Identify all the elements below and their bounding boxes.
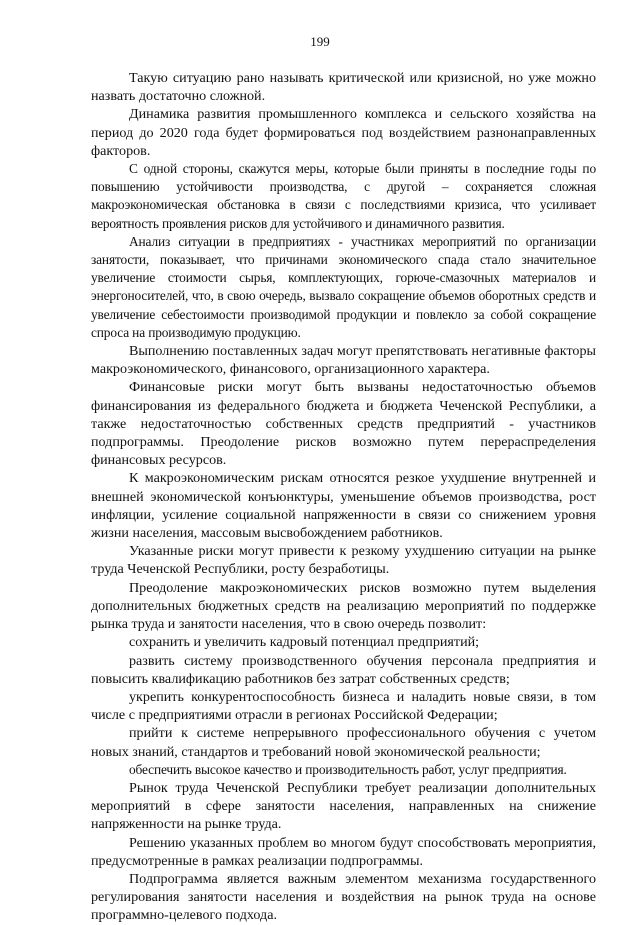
paragraph: Подпрограмма является важным элементом механизма государственного регулирования занятости населения и воздействия на рынок труда на основе программно-целевого подхода.: [91, 870, 596, 924]
paragraph: К макроэкономическим рискам относятся резкое ухудшение внутренней и внешней экономической конъюнктуры, уменьшение объемов производства, рост инфляции, усиление социальной напряженности в связи со снижением уровня жизни населения, массовым высвобождением работников.: [91, 470, 596, 542]
list-item: укрепить конкурентоспособность бизнеса и наладить новые связи, в том числе с предприятиями отрасли в регионах Российской Федерации;: [91, 688, 596, 724]
paragraph: Выполнению поставленных задач могут препятствовать негативные факторы макроэкономического, финансового, организационного характера.: [91, 343, 596, 378]
list-item: обеспечить высокое качество и производительность работ, услуг предприятия.: [129, 761, 567, 777]
paragraph: Указанные риски могут привести к резкому ухудшению ситуации на рынке труда Чеченской Республики, росту безработицы.: [91, 543, 596, 578]
list-item: развить систему производственного обучения персонала предприятия и повысить квалификацию работников без затрат собственных средств;: [91, 652, 596, 687]
paragraph: Анализ ситуации в предприятиях - участниках мероприятий по организации занятости, показывает, что причинами экономического спада стало значительное увеличение стоимости сырья, комплектующих, горюче-смазочных материалов и энергоносителей, что, в свою очередь, вызвало сокращение объемов оборотных средств и увеличение себестоимости производимой продукции и повлекло за собой сокращение спроса на производимую продукцию.: [91, 233, 596, 340]
paragraph: Динамика развития промышленного комплекса и сельского хозяйства на период до 2020 года будет формироваться под воздействием разнонаправленных факторов.: [91, 106, 596, 159]
list-item: сохранить и увеличить кадровый потенциал предприятий;: [129, 634, 480, 651]
paragraph: С одной стороны, скажутся меры, которые были приняты в последние годы по повышению устойчивости производства, с другой – сохраняется сложная макроэкономическая обстановка в связи с последствиями кризиса, что усиливает вероятность проявления рисков для устойчивого и динамичного развития.: [91, 161, 596, 231]
paragraph: Рынок труда Чеченской Республики требует реализации дополнительных мероприятий в сфере занятости населения, направленных на снижение напряженности на рынке труда.: [91, 779, 596, 833]
list-item: прийти к системе непрерывного профессионального обучения с учетом новых знаний, стандартов и требований новой экономической реальности;: [91, 725, 596, 760]
paragraph: Такую ситуацию рано называть критической или кризисной, но уже можно назвать достаточно сложной.: [91, 70, 596, 105]
page-number: 199: [310, 34, 330, 49]
body-text: [91, 69, 596, 925]
paragraph: Финансовые риски могут быть вызваны недостаточностью объемов финансирования из федерального бюджета и бюджета Чеченской Республики, а также недостаточностью собственных средств предприятий - участников подпрограммы. Преодоление рисков возможно путем перераспределения финансовых ресурсов.: [91, 379, 596, 469]
paragraph: Преодоление макроэкономических рисков возможно путем выделения дополнительных бюджетных средств на реализацию мероприятий по поддержке рынка труда и занятости населения, что в свою очередь позволит:: [91, 579, 596, 633]
paragraph: Решению указанных проблем во многом будут способствовать мероприятия, предусмотренные в рамках реализации подпрограммы.: [91, 834, 596, 869]
